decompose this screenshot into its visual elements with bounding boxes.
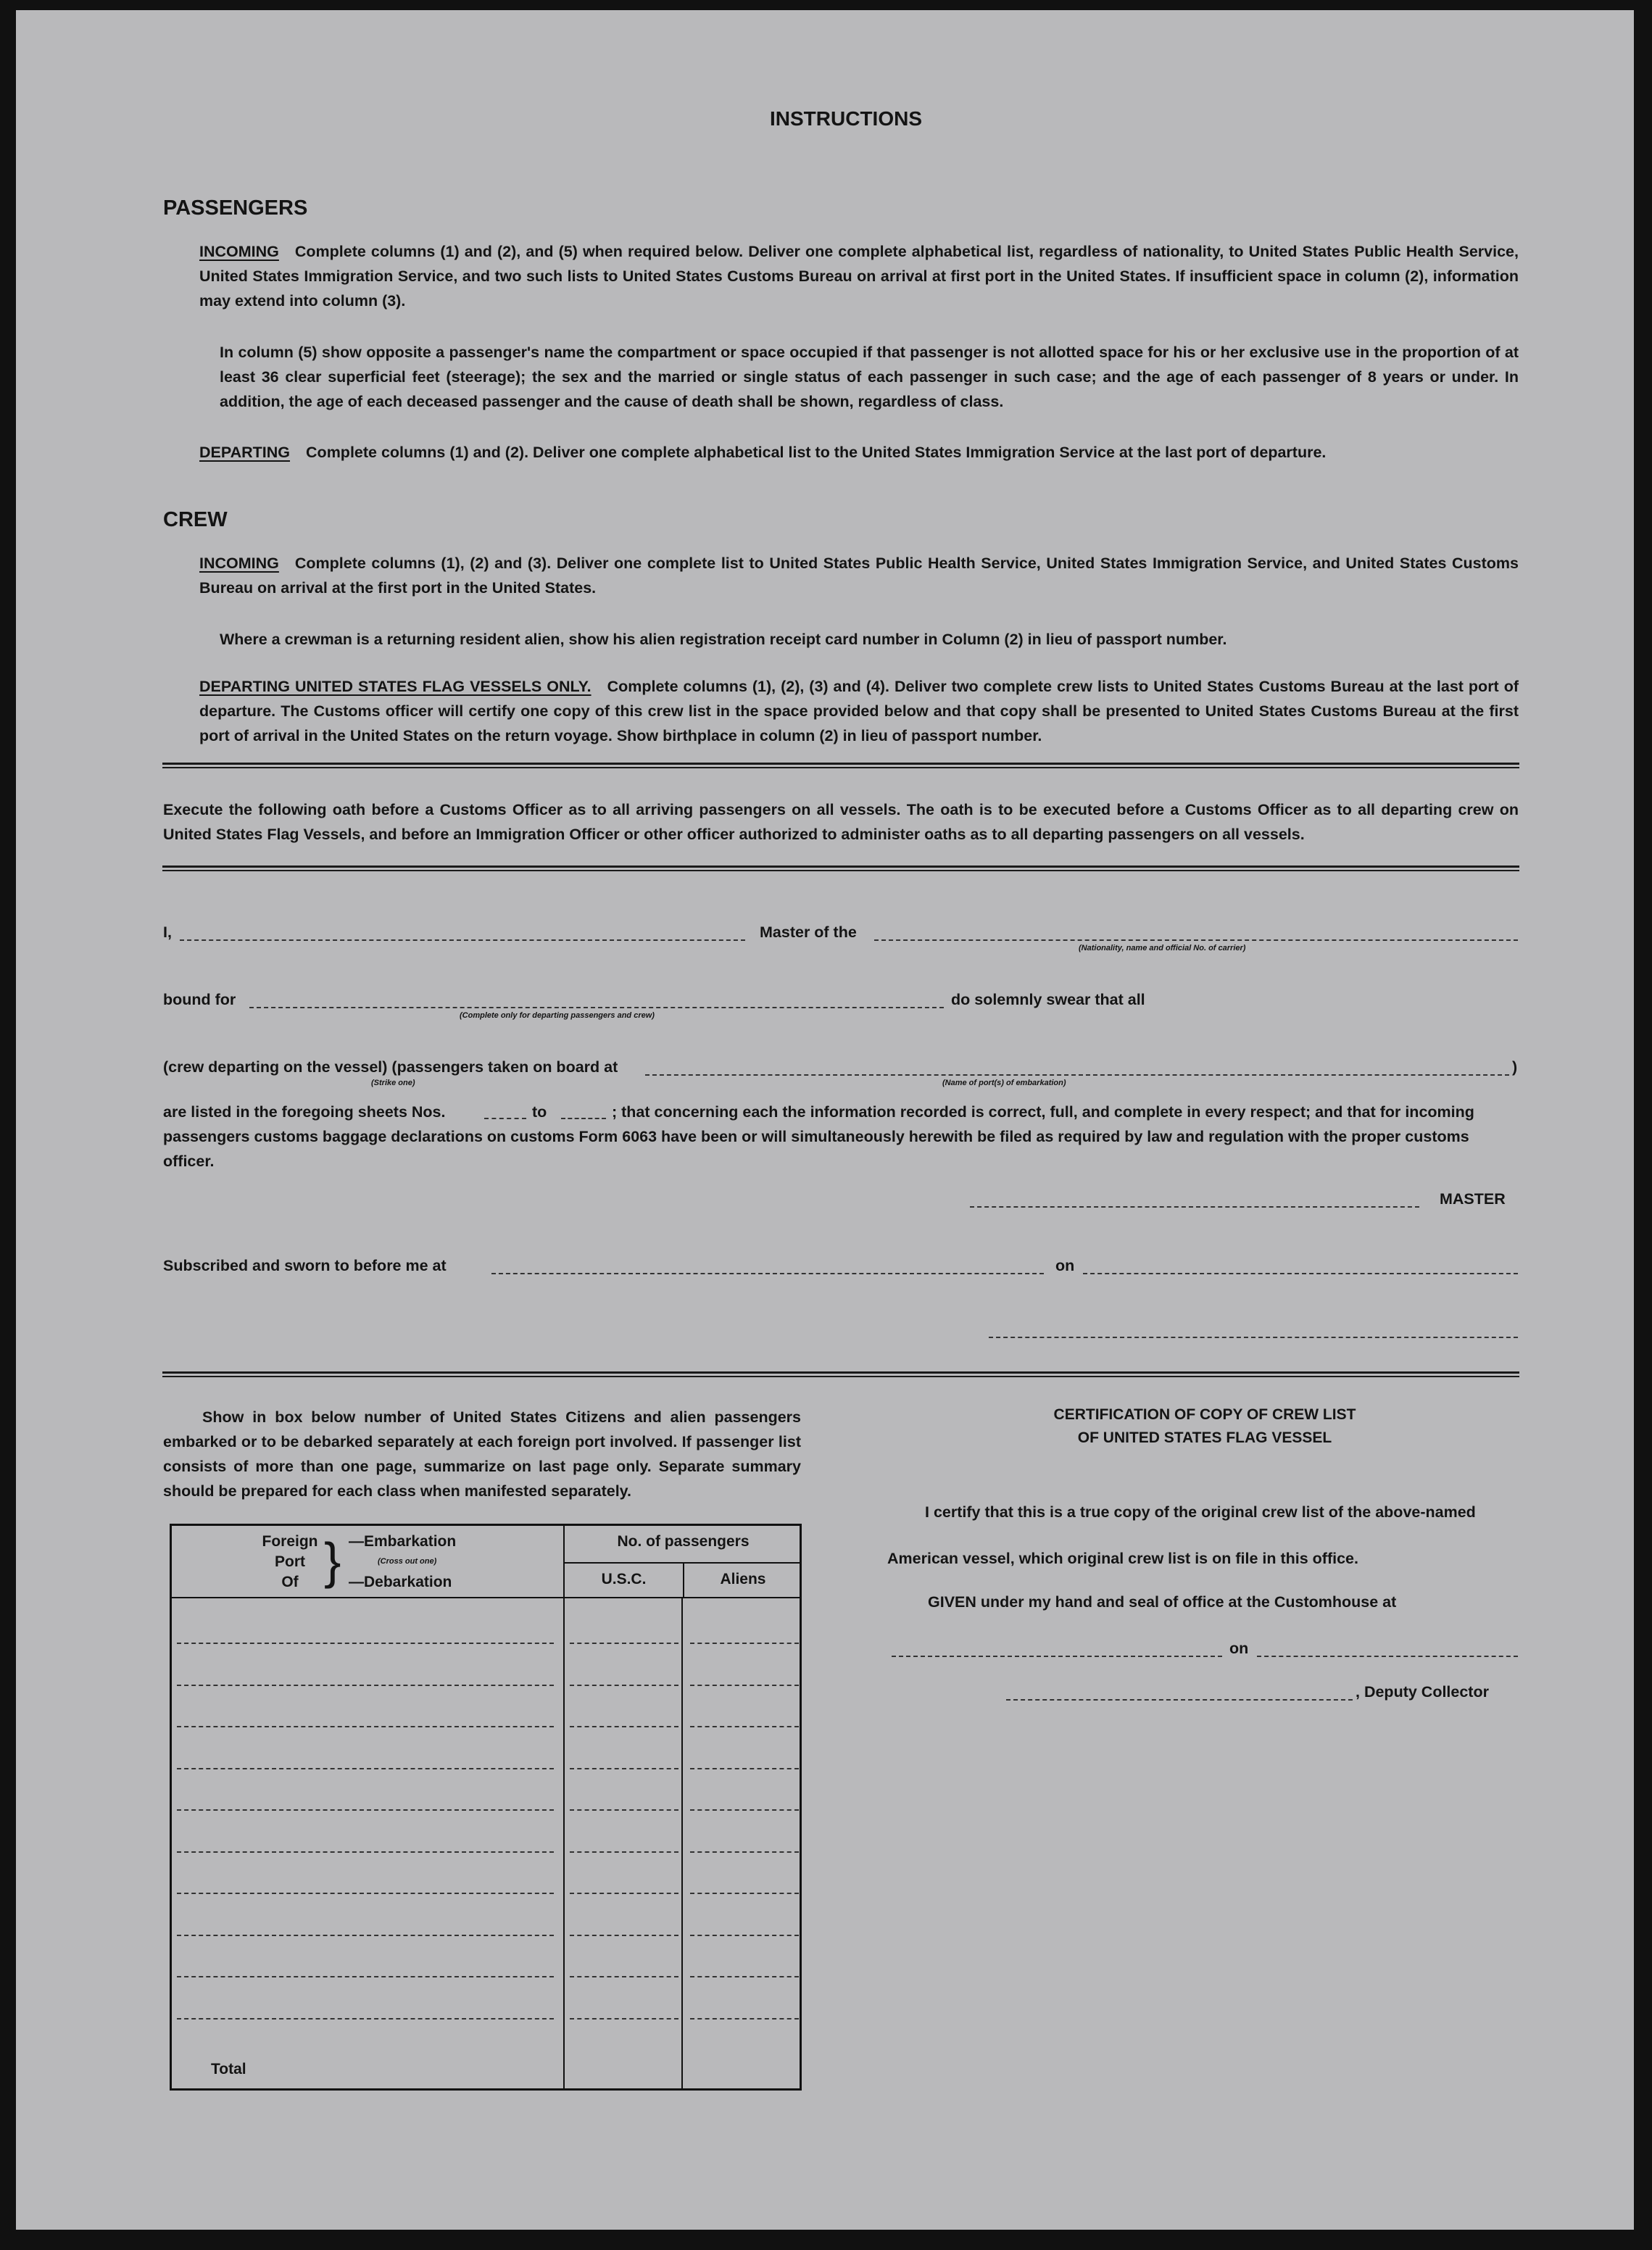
certification-line-2: American vessel, which original crew list is on file in this office. bbox=[887, 1550, 1358, 1567]
port-entry-field[interactable] bbox=[177, 1935, 554, 1936]
port-entry-field[interactable] bbox=[177, 1809, 554, 1811]
port-entry-field[interactable] bbox=[177, 1893, 554, 1894]
customhouse-field[interactable] bbox=[892, 1656, 1222, 1657]
crew-line-label: (crew departing on the vessel) (passengers taken on board at bbox=[163, 1058, 618, 1076]
cross-out-note: (Cross out one) bbox=[378, 1557, 437, 1566]
foreign-port-header bbox=[171, 1525, 564, 1598]
crew-departing-text: Complete columns (1), (2), (3) and (4). Deliver two complete crew lists to United States Customs Bureau at the last port of departure. The Customs officer will certify one copy of this crew list in the space provided below and that copy shall be presented to United States Customs Bureau at the first port of arrival in the United States on the return voyage. Show birthplace in column (2) in lieu of passport number. bbox=[199, 678, 1519, 744]
certification-on-label: on bbox=[1229, 1640, 1249, 1657]
sworn-place-field[interactable] bbox=[491, 1273, 1044, 1274]
aliens-entry-field[interactable] bbox=[690, 1851, 799, 1853]
ports-note: (Name of port(s) of embarkation) bbox=[942, 1079, 1066, 1087]
aliens-label: Aliens bbox=[720, 1571, 766, 1587]
certification-heading-2: OF UNITED STATES FLAG VESSEL bbox=[1077, 1429, 1332, 1446]
port-entry-field[interactable] bbox=[177, 1768, 554, 1769]
crew-incoming-label: INCOMING bbox=[199, 555, 279, 572]
divider bbox=[162, 1371, 1519, 1377]
crew-resident-paragraph: Where a crewman is a returning resident alien, show his alien registration receipt card number in Column (2) in lieu of passport number. bbox=[220, 631, 1227, 648]
usc-entry-field[interactable] bbox=[570, 2018, 678, 2019]
total-label: Total bbox=[211, 2061, 246, 2077]
aliens-entry-field[interactable] bbox=[690, 1726, 799, 1727]
aliens-entry-field[interactable] bbox=[690, 1685, 799, 1686]
usc-entry-field[interactable] bbox=[570, 1685, 678, 1686]
port-entry-field[interactable] bbox=[177, 1685, 554, 1686]
strike-note: (Strike one) bbox=[371, 1079, 415, 1087]
usc-entry-field[interactable] bbox=[570, 1851, 678, 1853]
no-passengers-label: No. of passengers bbox=[617, 1533, 750, 1550]
aliens-entry-field[interactable] bbox=[690, 1893, 799, 1894]
passengers-heading: PASSENGERS bbox=[163, 196, 308, 220]
crew-incoming-paragraph bbox=[199, 551, 1519, 600]
form-sheet bbox=[16, 10, 1634, 2230]
bound-for-label: bound for bbox=[163, 991, 236, 1008]
sworn-on-label: on bbox=[1055, 1257, 1075, 1274]
passengers-column5-paragraph: In column (5) show opposite a passenger's name the compartment or space occupied if that passenger is not allotted space for his or her exclusive use in the proportion of at least 36 clear superficial feet (steerage); the sex and the married or single status of each passenger in such case; and the age of each passenger of 8 years or under. In addition, the age of each deceased passenger and the cause of death shall be shown, regardless of class. bbox=[220, 344, 1519, 410]
col-port: Port bbox=[275, 1553, 305, 1570]
passenger-summary-table bbox=[170, 1524, 802, 2091]
passengers-departing-label: DEPARTING bbox=[199, 444, 291, 461]
col-foreign: Foreign bbox=[262, 1533, 318, 1550]
passengers-departing-text: Complete columns (1) and (2). Deliver one complete alphabetical list to the United States Immigration Service at the last port of departure. bbox=[306, 444, 1327, 461]
debarkation-label: —Debarkation bbox=[349, 1574, 452, 1590]
certification-date-field[interactable] bbox=[1257, 1656, 1518, 1657]
deputy-signature-field[interactable] bbox=[1006, 1699, 1353, 1701]
usc-entry-field[interactable] bbox=[570, 1893, 678, 1894]
crew-incoming-text: Complete columns (1), (2) and (3). Deliver one complete list to United States Public Health Service, United States Immigration Service, and United States Customs Bureau on arrival at the first port in the United States. bbox=[199, 555, 1519, 597]
page-title: INSTRUCTIONS bbox=[770, 107, 922, 130]
aliens-entry-field[interactable] bbox=[690, 1976, 799, 1977]
certification-line-3: GIVEN under my hand and seal of office at the Customhouse at bbox=[928, 1593, 1397, 1611]
bound-for-field[interactable] bbox=[249, 1007, 944, 1008]
aliens-entry-field[interactable] bbox=[690, 1768, 799, 1769]
listed-line3: officer. bbox=[163, 1153, 215, 1170]
swear-label: do solemnly swear that all bbox=[951, 991, 1145, 1008]
passengers-departing-paragraph bbox=[199, 440, 1519, 465]
aliens-column bbox=[682, 1598, 800, 2090]
certification-line-1: I certify that this is a true copy of the original crew list of the above-named bbox=[925, 1503, 1476, 1521]
master-label: MASTER bbox=[1440, 1190, 1506, 1208]
usc-entry-field[interactable] bbox=[570, 1809, 678, 1811]
master-signature-field[interactable] bbox=[970, 1206, 1419, 1208]
aliens-entry-field[interactable] bbox=[690, 2018, 799, 2019]
sworn-date-field[interactable] bbox=[1083, 1273, 1518, 1274]
listed-to-label: to bbox=[532, 1103, 547, 1121]
aliens-entry-field[interactable] bbox=[690, 1935, 799, 1936]
listed-rest: ; that concerning each the information recorded is correct, full, and complete in every respect; and that for incoming bbox=[612, 1103, 1474, 1121]
usc-entry-field[interactable] bbox=[570, 1976, 678, 1977]
embarkation-label: —Embarkation bbox=[349, 1533, 457, 1550]
usc-entry-field[interactable] bbox=[570, 1726, 678, 1727]
port-entry-field[interactable] bbox=[177, 1851, 554, 1853]
brace-icon: } bbox=[324, 1532, 341, 1589]
aliens-entry-field[interactable] bbox=[690, 1809, 799, 1811]
divider bbox=[162, 865, 1519, 871]
listed-line2: passengers customs baggage declarations on customs Form 6063 have been or will simultaneously herewith be filed as required by law and regulation with the proper customs bbox=[163, 1128, 1469, 1145]
master-name-field[interactable] bbox=[180, 939, 745, 941]
crew-departing-label: DEPARTING UNITED STATES FLAG VESSELS ONLY. bbox=[199, 678, 592, 695]
passengers-incoming-paragraph bbox=[199, 239, 1519, 313]
usc-label: U.S.C. bbox=[601, 1571, 647, 1587]
port-entry-field[interactable] bbox=[177, 1726, 554, 1727]
close-paren: ) bbox=[1512, 1058, 1518, 1076]
usc-column bbox=[564, 1598, 683, 2090]
usc-entry-field[interactable] bbox=[570, 1935, 678, 1936]
embarkation-ports-field[interactable] bbox=[645, 1074, 1509, 1076]
divider bbox=[162, 763, 1519, 768]
subscribed-label: Subscribed and sworn to before me at bbox=[163, 1257, 447, 1274]
oath-intro-paragraph: Execute the following oath before a Customs Officer as to all arriving passengers on all vessels. The oath is to be executed before a Customs Officer as to all departing crew on United States Flag Vessels, and before an Immigration Officer or other officer authorized to administer oaths as to all departing passengers on all vessels. bbox=[163, 801, 1519, 843]
carrier-note: (Nationality, name and official No. of carrier) bbox=[1079, 944, 1246, 952]
carrier-field[interactable] bbox=[874, 939, 1518, 941]
sheet-from-field[interactable] bbox=[484, 1118, 526, 1119]
passengers-incoming-text: Complete columns (1) and (2), and (5) when required below. Deliver one complete alphabetical list, regardless of nationality, to United States Public Health Service, United States Immigration Service, and two such lists to United States Customs Bureau on arrival at first port in the United States. If insufficient space in column (2), information may extend into column (3). bbox=[199, 243, 1519, 310]
port-entry-field[interactable] bbox=[177, 1643, 554, 1644]
usc-entry-field[interactable] bbox=[570, 1768, 678, 1769]
port-column bbox=[171, 1598, 564, 2090]
port-entry-field[interactable] bbox=[177, 2018, 554, 2019]
listed-label: are listed in the foregoing sheets Nos. bbox=[163, 1103, 446, 1121]
master-of-label: Master of the bbox=[760, 923, 857, 941]
crew-heading: CREW bbox=[163, 508, 228, 531]
col-of: Of bbox=[281, 1574, 299, 1590]
passengers-incoming-label: INCOMING bbox=[199, 243, 279, 260]
port-entry-field[interactable] bbox=[177, 1976, 554, 1977]
aliens-entry-field[interactable] bbox=[690, 1643, 799, 1644]
deputy-collector-label: , Deputy Collector bbox=[1356, 1683, 1489, 1701]
officer-signature-field[interactable] bbox=[989, 1337, 1518, 1338]
usc-entry-field[interactable] bbox=[570, 1643, 678, 1644]
crew-departing-paragraph bbox=[199, 674, 1519, 748]
certification-heading-1: CERTIFICATION OF COPY OF CREW LIST bbox=[1053, 1406, 1356, 1423]
summary-instructions: Show in box below number of United States Citizens and alien passengers embarked or to be debarked separately at each foreign port involved. If passenger list consists of more than one page, summarize on last page only. Separate summary should be prepared for each class when manifested separately. bbox=[163, 1408, 801, 1500]
passenger-count-header bbox=[564, 1525, 801, 1598]
oath-i-label: I, bbox=[163, 923, 172, 941]
sheet-to-field[interactable] bbox=[561, 1118, 606, 1119]
bound-note: (Complete only for departing passengers and crew) bbox=[460, 1011, 655, 1020]
